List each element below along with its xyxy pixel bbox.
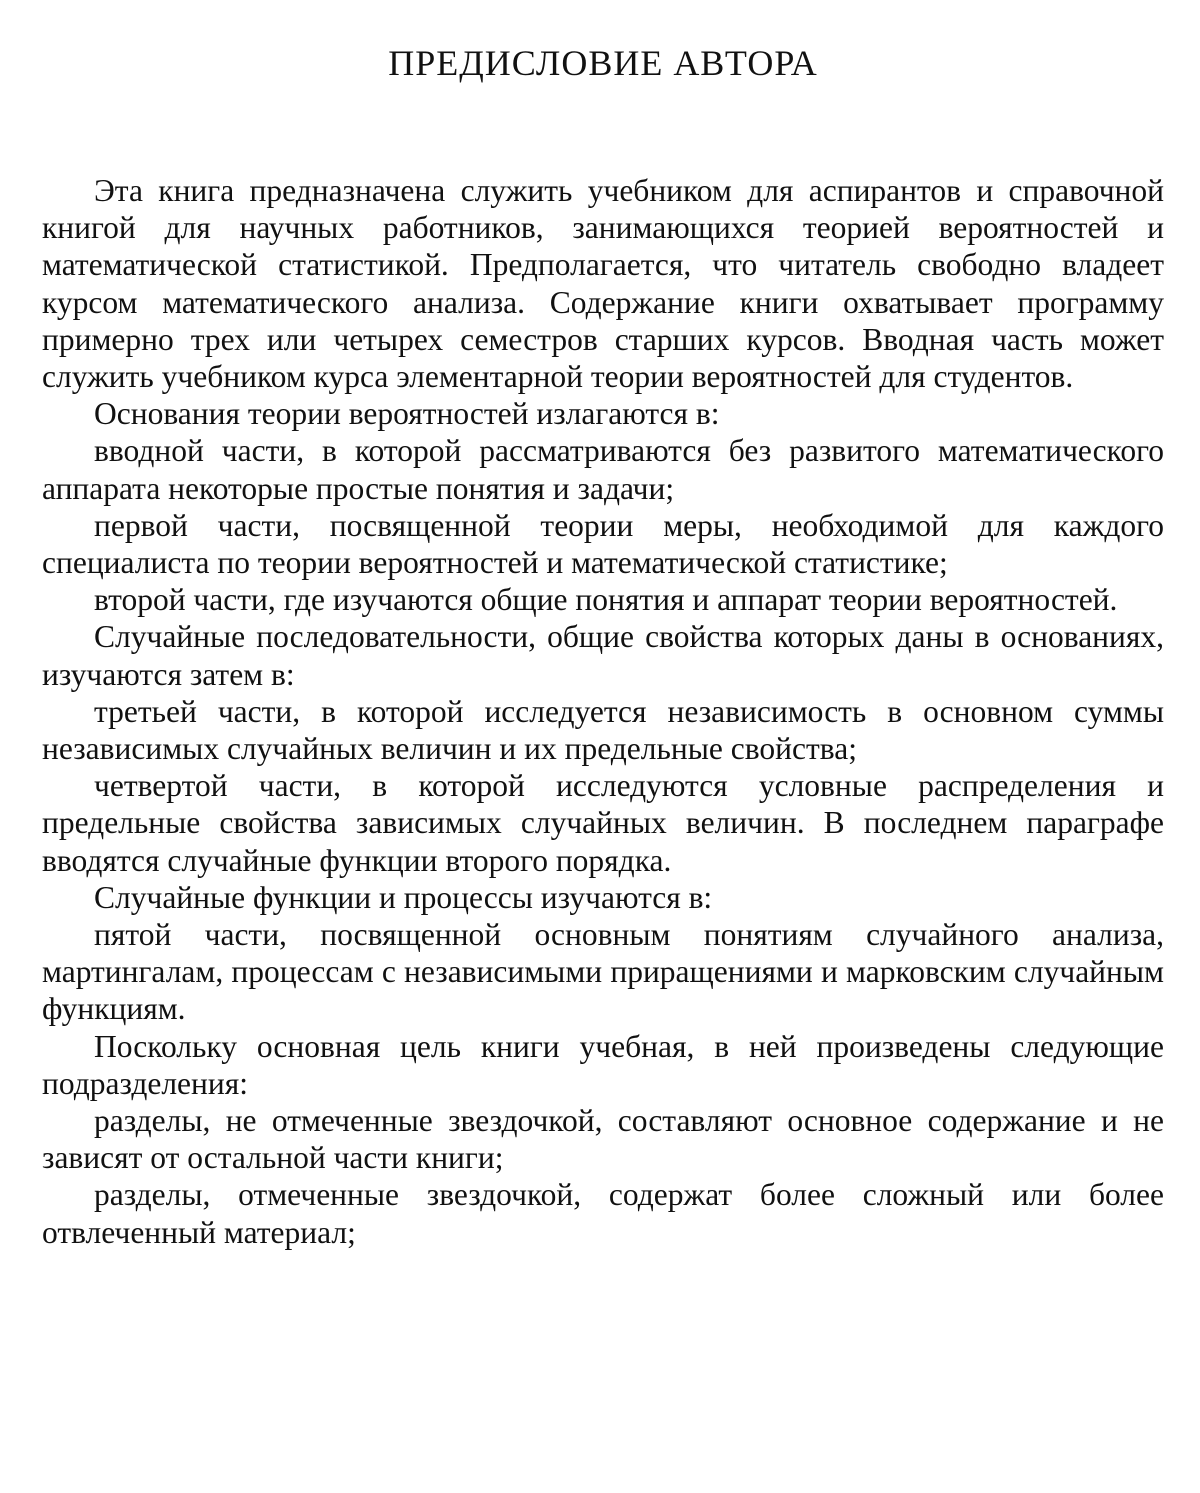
paragraph-part-four: четвертой части, в которой исследуются условные распределения и предельные свойства зависимых случайных величин. В последнем параграфе вводятся случайные функции второго порядка. [42,768,1164,878]
paragraph-foundations: Основания теории вероятностей излагаются в: [94,396,720,432]
paragraph-introductory-part: вводной части, в которой рассматриваются без развитого математического аппарата некоторые простые понятия и задачи; [42,433,1164,506]
paragraph-random-functions: Случайные функции и процессы изучаются в: [94,879,713,915]
paragraph-part-three: третьей части, в которой исследуется независимость в основном суммы независимых случайных величин и их предельные свойства; [42,693,1164,767]
body-text [42,172,1164,1251]
paragraph-starred-sections: разделы, отмеченные звездочкой, содержат более сложный или более отвлеченный материал; [42,1177,1164,1250]
paragraph-intro: Эта книга предназначена служить учебником для аспирантов и справочной книгой для научных работников, занимающихся теорией вероятностей и математической статистикой. Предполагается, что читатель свободно владеет курсом математического анализа. Содержание книги охватывает программу примерно трех или четырех семестров старших курсов. Вводная часть может служить учебником курса элементарной теории вероятностей для студентов. [42,173,1164,395]
paragraph-unstarred-sections: разделы, не отмеченные звездочкой, составляют основное содержание и не зависят от остальной части книги; [42,1103,1164,1176]
paragraph-subdivisions: Поскольку основная цель книги учебная, в ней произведены следующие подразделения: [42,1028,1164,1101]
paragraph-part-five: пятой части, посвященной основным понятиям случайного анализа, мартингалам, процессам с независимыми приращениями и марковским случайным функциям. [42,917,1164,1027]
paragraph-part-one: первой части, посвященной теории меры, необходимой для каждого специалиста по теории вероятностей и математической статистике; [42,507,1164,581]
paragraph-random-sequences: Случайные последовательности, общие свойства которых даны в основаниях, изучаются затем в: [42,619,1164,692]
paragraph-part-two: второй части, где изучаются общие понятия и аппарат теории вероятностей. [94,582,1118,618]
document-page [42,0,1164,1251]
page-title: ПРЕДИСЛОВИЕ АВТОРА [388,43,818,83]
